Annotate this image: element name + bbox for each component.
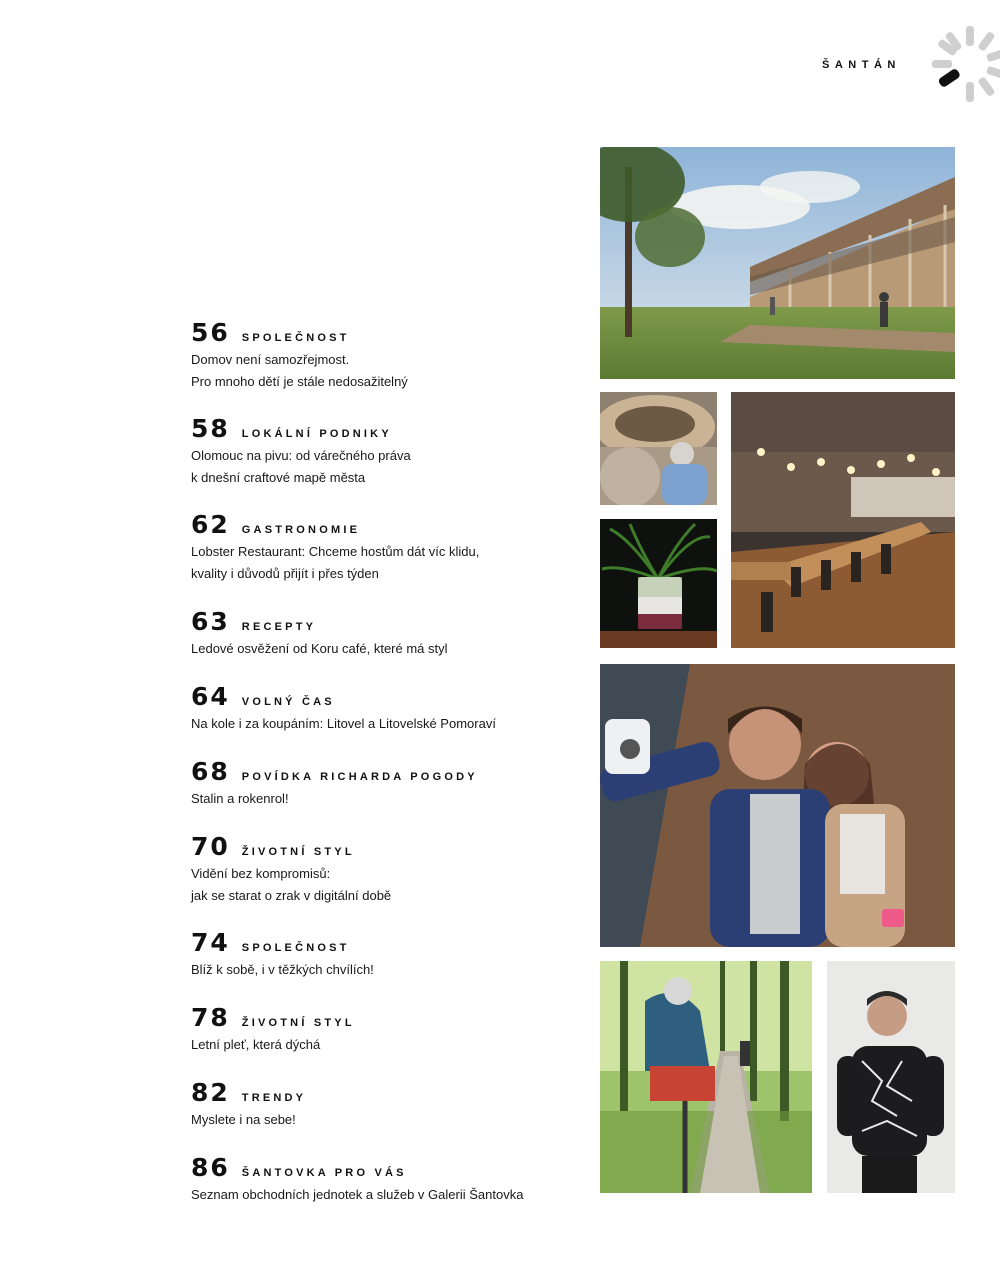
entry-line: jak se starat o zrak v digitální době: [191, 888, 392, 903]
section-category: POVÍDKA RICHARDA POGODY: [241, 771, 478, 783]
photo-brewery-kettle: [600, 392, 717, 505]
section-category: ŽIVOTNÍ STYL: [241, 1017, 355, 1029]
page-number: 74: [191, 928, 230, 957]
photo-restaurant-interior: [731, 392, 955, 648]
page-number: 70: [191, 832, 230, 861]
entry-line: Olomouc na pivu: od várečného práva: [191, 448, 411, 463]
section-category: GASTRONOMIE: [241, 524, 361, 536]
section-category: TRENDY: [241, 1092, 307, 1104]
photo-housing-rendering: [600, 147, 955, 379]
entry-line: Pro mnoho dětí je stále nedosažitelný: [191, 374, 408, 389]
toc-entry-74[interactable]: [191, 928, 374, 980]
section-category: SPOLEČNOST: [241, 332, 350, 344]
page-number: 86: [191, 1153, 230, 1182]
toc-entry-64[interactable]: [191, 682, 496, 734]
page-number: 68: [191, 757, 230, 786]
toc-entry-58[interactable]: [191, 414, 411, 488]
entry-line: Domov není samozřejmost.: [191, 352, 350, 367]
entry-line: Na kole i za koupáním: Litovel a Litovelské Pomoraví: [191, 716, 496, 731]
photo-man-sweater: [827, 961, 955, 1193]
entry-line: Ledové osvěžení od Koru café, které má styl: [191, 641, 448, 656]
entry-line: Myslete i na sebe!: [191, 1112, 296, 1127]
section-category: VOLNÝ ČAS: [241, 696, 335, 708]
page-number: 63: [191, 607, 230, 636]
section-category: ŽIVOTNÍ STYL: [241, 846, 355, 858]
page-number: 58: [191, 414, 230, 443]
entry-line: Stalin a rokenrol!: [191, 791, 289, 806]
toc-entry-62[interactable]: [191, 510, 479, 584]
toc-entry-82[interactable]: [191, 1078, 306, 1130]
brand-name: ŠANTÁN: [822, 59, 901, 71]
page-number: 56: [191, 318, 230, 347]
photo-cyclists-forest: [600, 961, 812, 1193]
page-number: 78: [191, 1003, 230, 1032]
entry-line: k dnešní craftové mapě města: [191, 470, 366, 485]
entry-line: Blíž k sobě, i v těžkých chvílích!: [191, 962, 374, 977]
sunburst-logo-icon: [930, 24, 1000, 104]
toc-entry-56[interactable]: [191, 318, 408, 392]
section-category: ŠANTOVKA PRO VÁS: [241, 1167, 407, 1179]
entry-line: Letní pleť, která dýchá: [191, 1037, 321, 1052]
toc-entry-68[interactable]: [191, 757, 478, 809]
section-category: RECEPTY: [241, 621, 317, 633]
section-category: LOKÁLNÍ PODNIKY: [241, 428, 392, 440]
toc-entry-86[interactable]: [191, 1153, 523, 1205]
toc-entry-78[interactable]: [191, 1003, 355, 1055]
entry-line: Vidění bez kompromisů:: [191, 866, 331, 881]
entry-line: Lobster Restaurant: Chceme hostům dát víc klidu,: [191, 544, 480, 559]
photo-iced-drink: [600, 519, 717, 648]
section-category: SPOLEČNOST: [241, 942, 350, 954]
photo-teens-selfie: [600, 664, 955, 947]
page-number: 62: [191, 510, 230, 539]
entry-line: kvality i důvodů přijít i přes týden: [191, 566, 379, 581]
toc-entry-63[interactable]: [191, 607, 448, 659]
toc-entry-70[interactable]: [191, 832, 391, 906]
page-number: 82: [191, 1078, 230, 1107]
page-number: 64: [191, 682, 230, 711]
entry-line: Seznam obchodních jednotek a služeb v Galerii Šantovka: [191, 1187, 524, 1202]
